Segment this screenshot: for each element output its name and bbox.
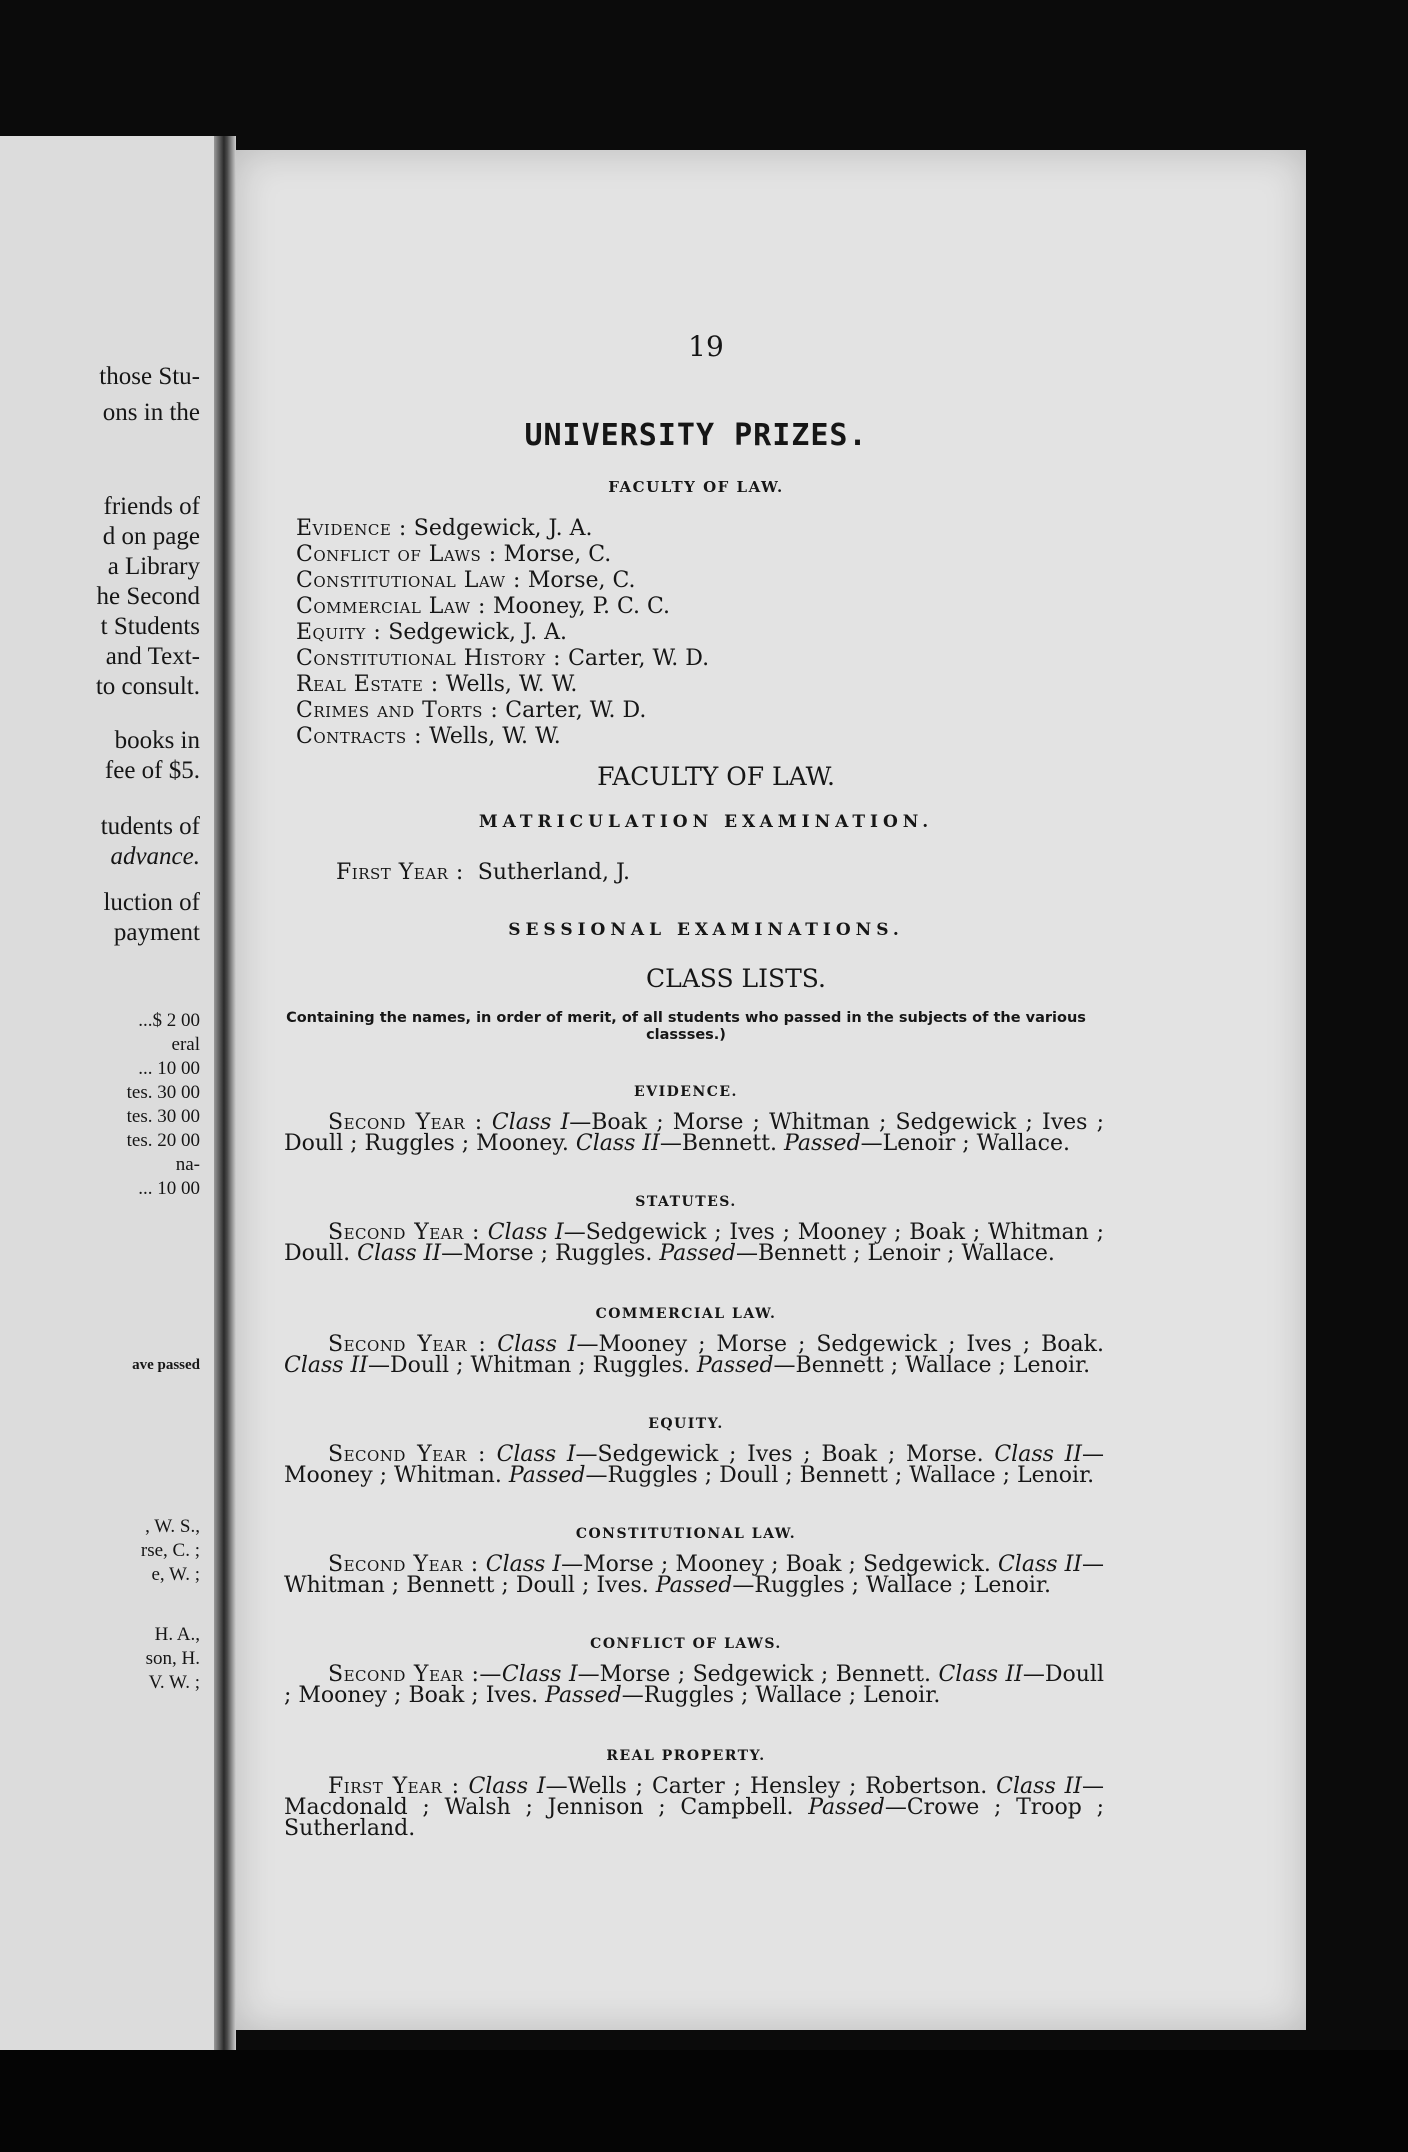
passed-label: Passed bbox=[508, 1463, 586, 1488]
class-two-label: Class II bbox=[575, 1131, 660, 1156]
faculty-of-law-title: FACULTY OF LAW. bbox=[597, 762, 835, 791]
matriculation-names: Sutherland, J. bbox=[477, 860, 631, 885]
prize-entry bbox=[296, 568, 709, 594]
left-page-line: fee of $5. bbox=[104, 757, 200, 784]
prize-winner: Morse, C. bbox=[527, 568, 636, 593]
right-page bbox=[236, 150, 1306, 2030]
class-one-label: Class I bbox=[485, 1552, 562, 1577]
class-one-names: —Wells ; Carter ; Hensley ; Robertson. bbox=[545, 1774, 988, 1799]
class-one-label: Class I bbox=[487, 1220, 564, 1245]
class-two-names: —Whitman ; Bennett ; Doull ; Ives. bbox=[284, 1552, 1104, 1598]
left-page-line: luction of bbox=[103, 889, 200, 916]
left-page-line: na- bbox=[175, 1154, 200, 1175]
prize-entry bbox=[296, 594, 709, 620]
left-page-line: payment bbox=[113, 919, 200, 946]
left-page-line: son, H. bbox=[145, 1648, 200, 1669]
subject-results bbox=[284, 1334, 1104, 1376]
subject-heading: COMMERCIAL LAW. bbox=[595, 1306, 777, 1322]
subject-heading: CONFLICT OF LAWS. bbox=[590, 1636, 782, 1652]
prize-winner: Carter, W. D. bbox=[568, 646, 710, 671]
subject-heading: CONSTITUTIONAL LAW. bbox=[575, 1526, 797, 1542]
class-two-label: Class II bbox=[357, 1241, 442, 1266]
class-lists-note: Containing the names, in order of merit, of all students who passed in the subjects of the various classses.) bbox=[286, 1010, 1086, 1043]
class-two-names: —Bennett. bbox=[659, 1131, 778, 1156]
passed-names: —Ruggles ; Wallace ; Lenoir. bbox=[621, 1683, 941, 1708]
left-page-line: books in bbox=[114, 727, 200, 754]
left-page-line: tes. 30 00 bbox=[126, 1106, 200, 1127]
year-label: Second Year : bbox=[328, 1110, 483, 1135]
class-one-names: —Sedgewick ; Ives ; Boak ; Morse. bbox=[575, 1442, 984, 1467]
left-page-line: ave passed bbox=[132, 1357, 200, 1373]
class-one-names: —Sedgewick ; Ives ; Mooney ; Boak ; Whitman ; Doull. bbox=[284, 1220, 1105, 1266]
class-two-label: Class II bbox=[938, 1662, 1023, 1687]
prizes-title: UNIVERSITY PRIZES. bbox=[524, 418, 868, 453]
left-page-line: ...$ 2 00 bbox=[138, 1010, 200, 1031]
prize-entry bbox=[296, 620, 709, 646]
matriculation-label: First Year : bbox=[336, 860, 464, 885]
class-two-names: —Doull ; Mooney ; Boak ; Ives. bbox=[284, 1662, 1104, 1708]
class-two-names: —Macdonald ; Walsh ; Jennison ; Campbell. bbox=[284, 1774, 1105, 1820]
subject-heading: STATUTES. bbox=[635, 1194, 737, 1210]
year-label: Second Year :— bbox=[328, 1662, 502, 1687]
passed-names: —Ruggles ; Doull ; Bennett ; Wallace ; Lenoir. bbox=[585, 1463, 1095, 1488]
year-label: Second Year : bbox=[328, 1332, 487, 1357]
prize-subject: Evidence : bbox=[296, 516, 407, 541]
passed-label: Passed bbox=[784, 1131, 861, 1156]
left-page-line: to consult. bbox=[95, 673, 200, 700]
prize-subject: Conflict of Laws : bbox=[296, 542, 497, 567]
subject-results bbox=[284, 1664, 1104, 1706]
left-page-line: e, W. ; bbox=[151, 1564, 200, 1585]
prize-subject: Crimes and Torts : bbox=[296, 698, 499, 723]
left-page-line: those Stu- bbox=[99, 363, 200, 390]
prize-subject: Contracts : bbox=[296, 724, 423, 749]
year-label: First Year : bbox=[328, 1774, 460, 1799]
left-page-line: and Text- bbox=[105, 643, 200, 670]
prize-subject: Equity : bbox=[296, 620, 382, 645]
matriculation-heading: MATRICULATION EXAMINATION. bbox=[478, 812, 934, 832]
prize-entry bbox=[296, 516, 709, 542]
class-one-label: Class I bbox=[501, 1662, 578, 1687]
prizes-list bbox=[296, 516, 709, 750]
class-two-label: Class II bbox=[996, 1774, 1083, 1799]
class-one-label: Class I bbox=[497, 1332, 577, 1357]
prize-subject: Constitutional Law : bbox=[296, 568, 521, 593]
left-page-line: t Students bbox=[100, 613, 200, 640]
passed-names: —Bennett ; Wallace ; Lenoir. bbox=[773, 1353, 1091, 1378]
class-two-names: —Morse ; Ruggles. bbox=[441, 1241, 653, 1266]
subject-heading: EQUITY. bbox=[648, 1416, 724, 1432]
left-page-line: tes. 30 00 bbox=[126, 1082, 200, 1103]
year-label: Second Year : bbox=[328, 1552, 479, 1577]
subject-results bbox=[284, 1554, 1104, 1596]
prize-winner: Mooney, P. C. C. bbox=[492, 594, 671, 619]
prize-subject: Real Estate : bbox=[296, 672, 439, 697]
left-page-line: ... 10 00 bbox=[138, 1178, 200, 1199]
class-one-names: —Boak ; Morse ; Whitman ; Sedgewick ; Ives ; Doull ; Ruggles ; Mooney. bbox=[284, 1110, 1104, 1156]
prize-subject: Commercial Law : bbox=[296, 594, 486, 619]
left-facing-page bbox=[0, 136, 217, 2056]
matriculation-entry bbox=[336, 860, 630, 885]
prize-winner: Morse, C. bbox=[503, 542, 612, 567]
prize-entry bbox=[296, 672, 709, 698]
prize-winner: Carter, W. D. bbox=[505, 698, 647, 723]
subject-heading: EVIDENCE. bbox=[634, 1084, 738, 1100]
passed-names: —Crowe ; Troop ; Sutherland. bbox=[284, 1795, 1105, 1841]
left-page-line: friends of bbox=[103, 493, 200, 520]
left-page-line: tes. 20 00 bbox=[126, 1130, 200, 1151]
year-label: Second Year : bbox=[328, 1442, 486, 1467]
book-gutter bbox=[214, 136, 236, 2056]
passed-names: —Ruggles ; Wallace ; Lenoir. bbox=[732, 1573, 1051, 1598]
class-one-names: —Mooney ; Morse ; Sedgewick ; Ives ; Boak. bbox=[576, 1332, 1104, 1357]
passed-label: Passed bbox=[696, 1353, 774, 1378]
class-one-label: Class I bbox=[491, 1110, 570, 1135]
left-page-line: he Second bbox=[96, 583, 200, 610]
left-page-line: eral bbox=[171, 1034, 200, 1055]
subject-heading: REAL PROPERTY. bbox=[606, 1748, 766, 1764]
class-one-names: —Morse ; Sedgewick ; Bennett. bbox=[577, 1662, 931, 1687]
left-page-line: advance. bbox=[110, 843, 200, 870]
class-one-names: —Morse ; Mooney ; Boak ; Sedgewick. bbox=[561, 1552, 991, 1577]
class-two-names: —Doull ; Whitman ; Ruggles. bbox=[367, 1353, 690, 1378]
scan-border bbox=[0, 2050, 1408, 2152]
subject-results bbox=[284, 1444, 1104, 1486]
prize-winner: Sedgewick, J. A. bbox=[413, 516, 593, 541]
subject-results bbox=[284, 1222, 1104, 1264]
class-two-names: —Mooney ; Whitman. bbox=[284, 1442, 1104, 1488]
year-label: Second Year : bbox=[328, 1220, 480, 1245]
prize-entry bbox=[296, 724, 709, 750]
left-page-line: tudents of bbox=[100, 813, 200, 840]
left-page-line: V. W. ; bbox=[148, 1672, 200, 1693]
left-page-line: a Library bbox=[107, 553, 200, 580]
prize-entry bbox=[296, 698, 709, 724]
prizes-subtitle: FACULTY OF LAW. bbox=[608, 478, 784, 496]
left-page-line: ons in the bbox=[102, 399, 200, 426]
subject-results bbox=[284, 1776, 1104, 1839]
prize-entry bbox=[296, 542, 709, 568]
class-one-label: Class I bbox=[468, 1774, 546, 1799]
prize-winner: Sedgewick, J. A. bbox=[388, 620, 568, 645]
prize-winner: Wells, W. W. bbox=[445, 672, 578, 697]
passed-label: Passed bbox=[808, 1795, 885, 1820]
passed-label: Passed bbox=[659, 1241, 736, 1266]
class-two-label: Class II bbox=[994, 1442, 1082, 1467]
class-two-label: Class II bbox=[284, 1353, 368, 1378]
sessional-heading: SESSIONAL EXAMINATIONS. bbox=[508, 920, 904, 940]
left-page-line: , W. S., bbox=[145, 1516, 200, 1537]
prize-winner: Wells, W. W. bbox=[429, 724, 561, 749]
prize-entry bbox=[296, 646, 709, 672]
passed-names: —Lenoir ; Wallace. bbox=[860, 1131, 1071, 1156]
left-page-line: d on page bbox=[102, 523, 200, 550]
passed-label: Passed bbox=[655, 1573, 733, 1598]
left-page-line: ... 10 00 bbox=[138, 1058, 200, 1079]
left-page-line: rse, C. ; bbox=[140, 1540, 200, 1561]
prize-subject: Constitutional History : bbox=[296, 646, 562, 671]
class-two-label: Class II bbox=[997, 1552, 1082, 1577]
passed-names: —Bennett ; Lenoir ; Wallace. bbox=[735, 1241, 1055, 1266]
class-one-label: Class I bbox=[496, 1442, 576, 1467]
subject-results bbox=[284, 1112, 1104, 1154]
left-page-line: H. A., bbox=[154, 1624, 200, 1645]
page-number: 19 bbox=[688, 330, 724, 363]
class-lists-heading: CLASS LISTS. bbox=[645, 964, 826, 993]
passed-label: Passed bbox=[545, 1683, 622, 1708]
